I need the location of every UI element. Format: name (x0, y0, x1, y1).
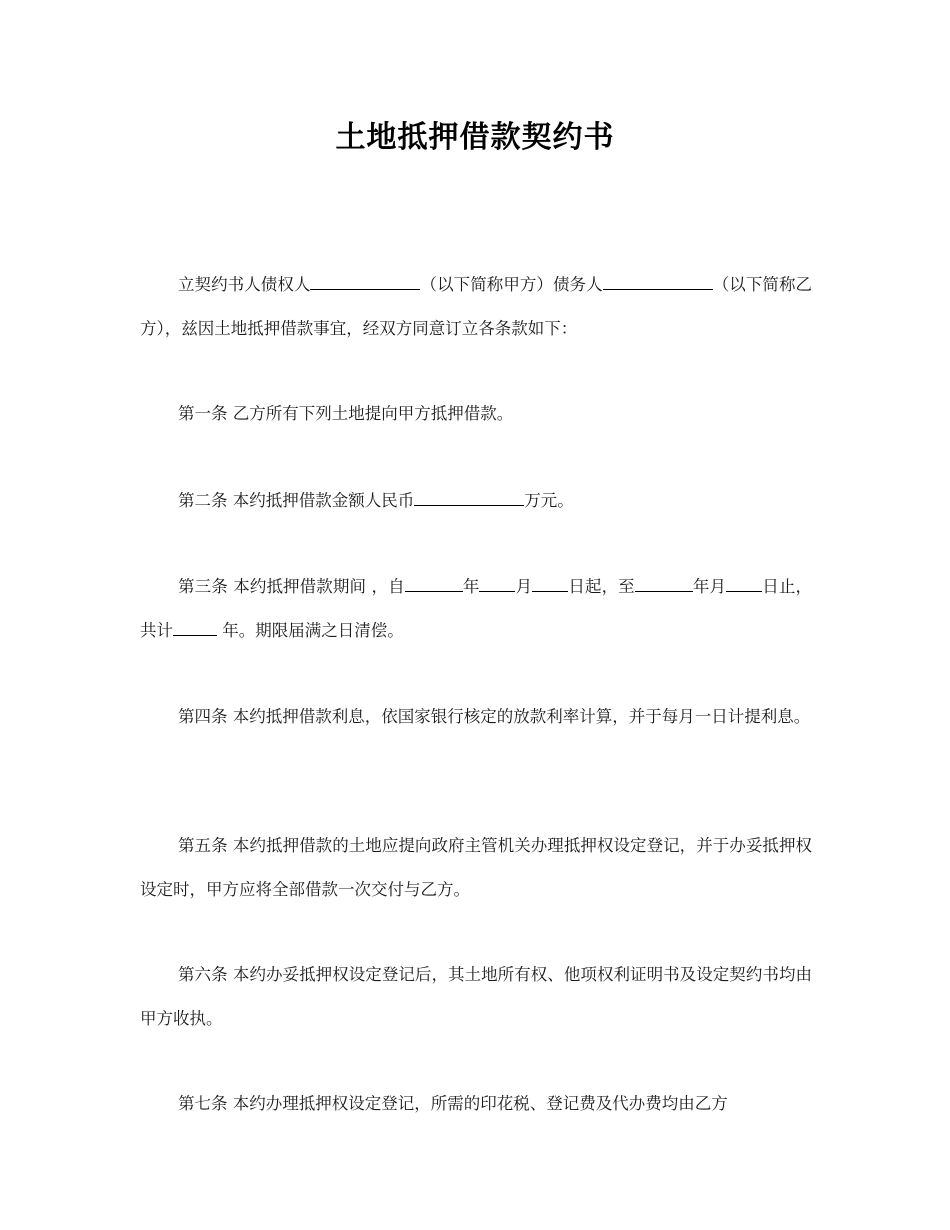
end-year-blank (635, 575, 693, 592)
article-3-text-1: 第三条 本约抵押借款期间 ，自 (178, 577, 405, 596)
intro-text-2: （以下简称甲方）债务人 (420, 275, 603, 294)
debtor-name-blank (603, 273, 713, 290)
start-month-blank (479, 575, 515, 592)
total-years-blank (173, 619, 217, 636)
article-3-text-5: 年月 (692, 577, 727, 596)
article-3-text-4: 日起，至 (568, 577, 635, 596)
intro-text-1: 立契约书人债权人 (178, 275, 311, 294)
article-3-text-6: 日止，共计 (140, 577, 813, 640)
article-1: 第一条 乙方所有下列土地提向甲方抵押借款。 (178, 404, 514, 423)
article-2-text-2: 万元。 (524, 491, 574, 510)
article-5: 第五条 本约抵押借款的土地应提向政府主管机关办理抵押权设定登记，并于办妥抵押权设定时，甲方应将全部借款一次交付与乙方。 (140, 836, 812, 899)
article-3-text-3: 月 (515, 577, 533, 596)
article-2-text-1: 第二条 本约抵押借款金额人民币 (178, 491, 415, 510)
article-6: 第六条 本约办妥抵押权设定登记后，其土地所有权、他项权利证明书及设定契约书均由甲方收执。 (140, 965, 812, 1028)
start-day-blank (532, 575, 568, 592)
document-title: 土地抵押借款契约书 (335, 120, 615, 155)
loan-amount-blank (414, 489, 524, 506)
article-3-text-2: 年 (462, 577, 480, 596)
intro-text-3: （以下简称乙方），兹因土地抵押借款事宜，经双方同意订立各条款如下： (140, 275, 813, 338)
intro-paragraph (140, 263, 812, 351)
start-year-blank (405, 575, 463, 592)
article-3 (140, 565, 812, 653)
article-3-text-7: 年。期限届满之日清偿。 (217, 621, 404, 640)
article-7: 第七条 本约办理抵押权设定登记，所需的印花税、登记费及代办费均由乙方 (178, 1094, 728, 1113)
article-2 (140, 479, 812, 523)
creditor-name-blank (310, 273, 420, 290)
end-day-blank (726, 575, 762, 592)
article-4: 第四条 本约抵押借款利息，依国家银行核定的放款利率计算，并于每月一日计提利息。 (178, 707, 811, 726)
